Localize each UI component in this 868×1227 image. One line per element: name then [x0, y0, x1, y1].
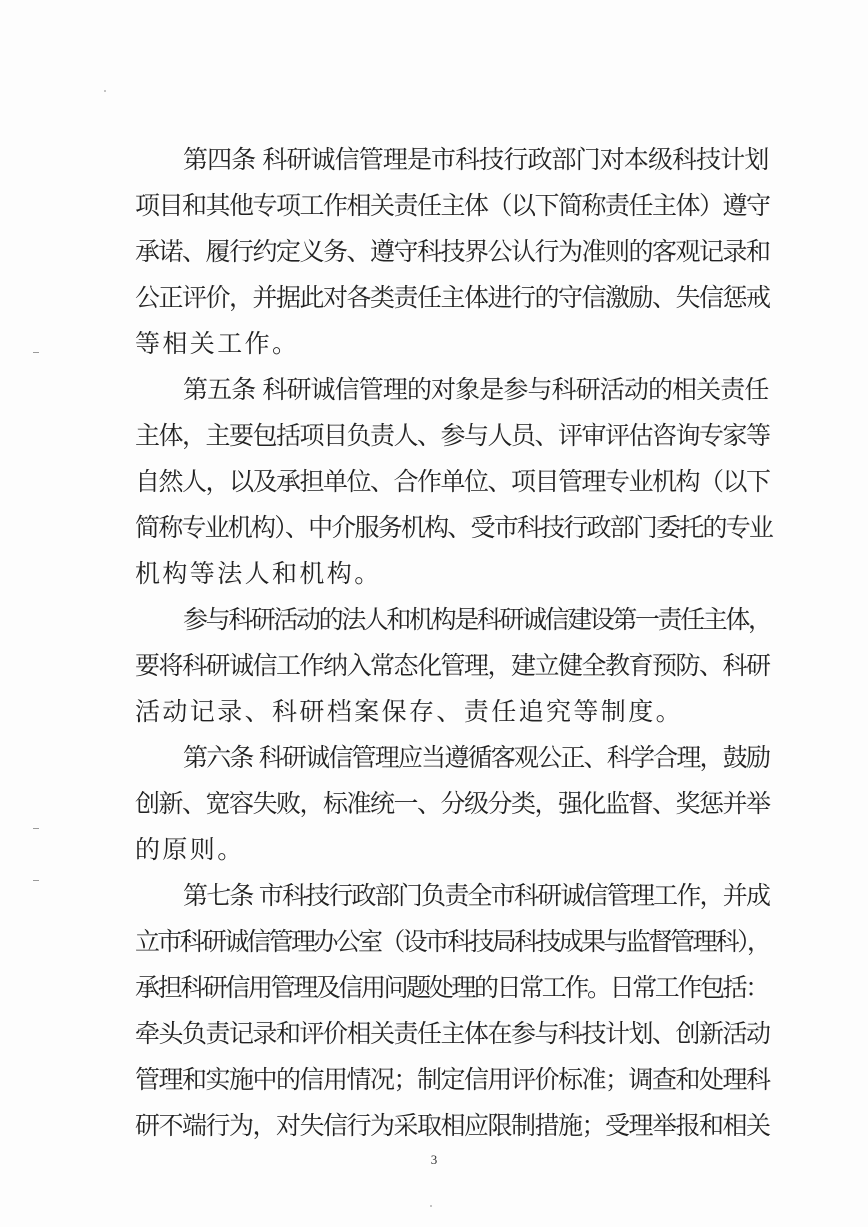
text-line: 参与科研活动的法人和机构是科研诚信建设第一责任主体，	[183, 605, 771, 634]
text-line: 公正评价，并据此对各类责任主体进行的守信激励、失信惩戒	[135, 283, 770, 312]
text-line: 研不端行为，对失信行为采取相应限制措施；受理举报和相关	[135, 1111, 770, 1140]
scan-speck	[430, 1205, 432, 1207]
text-line: 第七条 市科技行政部门负责全市科研诚信管理工作，并成	[183, 881, 770, 910]
text-line: 自然人，以及承担单位、合作单位、项目管理专业机构（以下	[135, 467, 770, 496]
text-line: 的原则。	[135, 835, 245, 864]
text-line: 要将科研诚信工作纳入常态化管理，建立健全教育预防、科研	[135, 651, 770, 680]
margin-mark	[33, 352, 39, 353]
text-line: 第五条 科研诚信管理的对象是参与科研活动的相关责任	[183, 375, 769, 404]
text-line: 简称专业机构）、中介服务机构、受市科技行政部门委托的专业	[135, 513, 773, 542]
text-line: 创新、宽容失败，标准统一、分级分类，强化监督、奖惩并举	[135, 789, 770, 818]
text-line: 等相关工作。	[135, 329, 300, 358]
text-line: 活动记录、科研档案保存、责任追究等制度。	[135, 697, 684, 726]
text-line: 主体，主要包括项目负责人、参与人员、评审评估咨询专家等	[135, 421, 770, 450]
margin-mark	[33, 880, 39, 881]
text-line: 牵头负责记录和评价相关责任主体在参与科技计划、创新活动	[135, 1019, 770, 1048]
text-line: 承担科研信用管理及信用问题处理的日常工作。日常工作包括：	[135, 973, 768, 1002]
text-line: 承诺、履行约定义务、遵守科技界公认行为准则的客观记录和	[135, 237, 770, 266]
margin-mark	[33, 828, 39, 829]
text-line: 立市科研诚信管理办公室（设市科技局科技成果与监督管理科），	[135, 927, 770, 956]
text-line: 第四条 科研诚信管理是市科技行政部门对本级科技计划	[183, 145, 769, 174]
text-line: 项目和其他专项工作相关责任主体（以下简称责任主体）遵守	[135, 191, 770, 220]
text-line: 第六条 科研诚信管理应当遵循客观公正、科学合理，鼓励	[183, 743, 770, 772]
page-number: 3	[430, 1152, 438, 1167]
scan-speck	[104, 90, 106, 92]
text-line: 管理和实施中的信用情况；制定信用评价标准；调查和处理科	[135, 1065, 770, 1094]
text-line: 机构等法人和机构。	[135, 559, 382, 588]
